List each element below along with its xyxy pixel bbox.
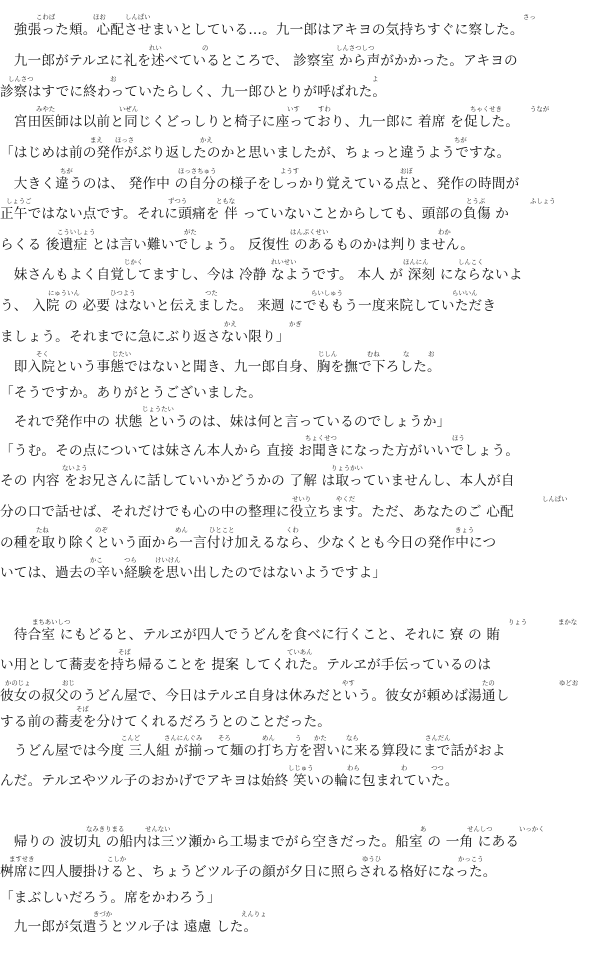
text-line-content: 「うむ。その点については妹さん本人から 直接 お聞きになった方がいいでしょう。 xyxy=(0,443,520,459)
furigana: つつ xyxy=(431,764,444,772)
furigana: ほっさ xyxy=(115,136,135,144)
text-line-content: 正午ではない点です。それに頭痛を 伴 っていないことからしても、頭部の負傷 か xyxy=(0,206,510,222)
furigana: おぼ xyxy=(400,167,413,175)
furigana: かた xyxy=(314,734,327,742)
text-line xyxy=(0,385,609,402)
furigana: ほお xyxy=(93,13,106,21)
furigana: ちょくせつ xyxy=(305,434,337,442)
furigana: けいけん xyxy=(155,556,181,564)
text-line-content: 分の口で話せば、それだけでも心の中の整理に役立ちます。ただ、あなたのご 心配 xyxy=(0,504,514,520)
furigana: しじゅう xyxy=(288,764,314,772)
furigana: せんない xyxy=(145,825,171,833)
furigana: むね xyxy=(367,350,380,358)
text-line-content: 「はじめは前の発作がぶり返したのかと思いましたが、ちょっと違うようですな。 xyxy=(0,145,511,161)
furigana: わか xyxy=(438,228,451,236)
furigana: じたい xyxy=(112,350,132,358)
furigana: くわ xyxy=(286,526,299,534)
furigana: そろ xyxy=(218,734,231,742)
furigana-row xyxy=(0,137,609,145)
furigana-row xyxy=(0,76,609,84)
furigana: ちが xyxy=(454,136,467,144)
text-line-content: 九一郎が気遣うとツル子は 遠慮 した。 xyxy=(0,919,258,935)
furigana: わら xyxy=(347,764,360,772)
text-line xyxy=(0,298,609,315)
furigana-row xyxy=(0,619,609,627)
furigana: じかく xyxy=(124,258,144,266)
furigana: やす xyxy=(342,679,355,687)
furigana: う xyxy=(295,734,302,742)
text-line xyxy=(0,145,609,162)
furigana: こういしょう xyxy=(57,228,96,236)
furigana: つた xyxy=(205,289,218,297)
furigana-row xyxy=(0,496,609,504)
furigana: しょうご xyxy=(6,197,32,205)
furigana: れい xyxy=(149,44,162,52)
furigana: りょう xyxy=(508,618,528,626)
furigana: たね xyxy=(36,526,49,534)
furigana-row xyxy=(0,680,609,688)
text-line xyxy=(0,919,609,936)
text-line xyxy=(0,627,609,644)
furigana: はんぷくせい xyxy=(290,228,329,236)
furigana: こわば xyxy=(36,13,56,21)
text-line xyxy=(0,504,609,521)
furigana: いぜん xyxy=(119,105,139,113)
text-line xyxy=(0,443,609,460)
text-line xyxy=(0,237,609,254)
text-line xyxy=(0,688,609,705)
furigana: なら xyxy=(346,734,359,742)
text-line-content: 「そうですか。ありがとうございました。 xyxy=(0,385,263,401)
furigana-row xyxy=(0,106,609,114)
text-line-content: い用として蕎麦を持ち帰ることを 提案 してくれた。テルヱが手伝っているのは xyxy=(0,657,492,673)
furigana: りょうかい xyxy=(331,464,363,472)
furigana: がた xyxy=(184,228,197,236)
furigana: かえ xyxy=(224,320,237,328)
text-line xyxy=(0,114,609,131)
furigana: ほんにん xyxy=(403,258,429,266)
furigana: の xyxy=(202,44,209,52)
text-line-content: の種を取り除くという面から一言付け加えるなら、少なくとも今日の発作中につ xyxy=(0,535,497,551)
furigana-row xyxy=(0,465,609,473)
furigana: な xyxy=(403,350,410,358)
furigana: せんしつ xyxy=(467,825,493,833)
furigana: まえ xyxy=(90,136,103,144)
text-line xyxy=(0,535,609,552)
furigana-row xyxy=(0,45,609,53)
furigana: まかな xyxy=(558,618,578,626)
text-line xyxy=(0,657,609,674)
text-line xyxy=(0,22,609,39)
furigana-row xyxy=(0,351,609,359)
furigana: おじ xyxy=(62,679,75,687)
furigana: しんさつしつ xyxy=(336,44,375,52)
furigana: ますせき xyxy=(9,855,35,863)
furigana: いっかく xyxy=(519,825,545,833)
furigana: ちが xyxy=(60,167,73,175)
furigana: しんさつ xyxy=(8,75,34,83)
furigana: よ xyxy=(372,75,379,83)
furigana: たの xyxy=(482,679,495,687)
furigana: せいり xyxy=(292,495,312,503)
text-line-content: 帰りの 波切丸 の船内は三ツ瀬から工場までがら空きだった。船室 の 一角 にある xyxy=(0,834,520,850)
furigana: らいしゅう xyxy=(311,289,343,297)
text-line-content: ましょう。それまでに急にぶり返さない限り」 xyxy=(0,329,290,345)
furigana: ほっさちゅう xyxy=(178,167,217,175)
furigana-row xyxy=(0,856,609,864)
furigana-row xyxy=(0,911,609,919)
text-line-content: その 内容 をお兄さんに話していいかどうかの 了解 は取っていませんし、本人が自 xyxy=(0,473,515,489)
furigana: ひつよう xyxy=(110,289,136,297)
furigana: さっ xyxy=(523,13,536,21)
furigana: のぞ xyxy=(95,526,108,534)
furigana: ちゃくせき xyxy=(470,105,502,113)
furigana: さんだん xyxy=(425,734,451,742)
text-line xyxy=(0,743,609,760)
text-line-content: らくる 後遺症 とは言い難いでしょう。 反復性 のあるものかは判りません。 xyxy=(0,237,475,253)
text-line xyxy=(0,773,609,790)
furigana: わ xyxy=(401,764,408,772)
furigana: ずつう xyxy=(168,197,188,205)
furigana-row xyxy=(0,735,609,743)
text-line xyxy=(0,834,609,851)
furigana: さんにんぐみ xyxy=(164,734,203,742)
furigana: ともな xyxy=(216,197,236,205)
furigana: しんぱい xyxy=(542,495,568,503)
furigana: ていあん xyxy=(287,648,313,656)
furigana: お xyxy=(110,75,117,83)
furigana: ふしょう xyxy=(530,197,556,205)
furigana: すわ xyxy=(318,105,331,113)
furigana: ゆどお xyxy=(559,679,579,687)
text-line xyxy=(0,359,609,376)
text-line xyxy=(0,864,609,881)
furigana: みやた xyxy=(36,105,56,113)
furigana: あ xyxy=(420,825,427,833)
furigana-row xyxy=(0,406,609,414)
furigana: とうぶ xyxy=(466,197,486,205)
furigana: しんこく xyxy=(458,258,484,266)
furigana: やくだ xyxy=(336,495,356,503)
text-line-content: 宮田医師は以前と同じくどっしりと椅子に座っており、九一郎に 着席 を促した。 xyxy=(0,114,520,130)
text-line xyxy=(0,714,609,731)
furigana: ほう xyxy=(452,434,465,442)
text-line-content: 九一郎がテルヱに礼を述べているところで、 診察室 から声がかかった。アキヨの xyxy=(0,53,518,69)
furigana-row xyxy=(0,826,609,834)
text-line xyxy=(0,84,609,101)
furigana: えんりょ xyxy=(241,910,267,918)
text-line-content: する前の蕎麦を分けてくれるだろうとのことだった。 xyxy=(0,714,332,730)
furigana: そば xyxy=(118,648,131,656)
furigana-row xyxy=(0,14,609,22)
furigana-row xyxy=(0,765,609,773)
furigana: いす xyxy=(287,105,300,113)
furigana-row xyxy=(0,649,609,657)
text-line-content: う、 入院 の 必要 はないと伝えました。 来週 にでももう一度来院していただき xyxy=(0,298,497,314)
furigana: こしか xyxy=(107,855,127,863)
furigana: そく xyxy=(36,350,49,358)
furigana-row xyxy=(0,168,609,176)
furigana: かっこう xyxy=(458,855,484,863)
text-line xyxy=(0,890,609,907)
furigana: お xyxy=(428,350,435,358)
text-line-content: 妹さんもよく自覚してますし、今は 冷静 なようです。 本人 が 深刻 にならないよ xyxy=(0,267,523,283)
furigana-row xyxy=(0,198,609,206)
furigana: れいせい xyxy=(271,258,297,266)
text-line xyxy=(0,206,609,223)
text-line xyxy=(0,329,609,346)
text-line xyxy=(0,414,609,431)
furigana-row xyxy=(0,527,609,535)
text-line-content: 大きく違うのは、 発作中 の自分の様子をしっかり覚えている点と、発作の時間が xyxy=(0,176,520,192)
furigana-row xyxy=(0,557,609,565)
furigana: ないよう xyxy=(62,464,88,472)
text-line-content: いては、過去の辛い経験を思い出したのではないようですよ」 xyxy=(0,565,387,581)
furigana: じょうたい xyxy=(142,405,174,413)
furigana: きづか xyxy=(93,910,113,918)
furigana: つら xyxy=(124,556,137,564)
text-line-content: うどん屋では今度 三人組 が揃って麺の打ち方を習いに来る算段にまで話がおよ xyxy=(0,743,506,759)
text-line-content: 待合室 にもどると、テルヱが四人でうどんを食べに行くこと、それに 寮 の 賄 xyxy=(0,627,501,643)
furigana-row xyxy=(0,259,609,267)
furigana: ゆうひ xyxy=(362,855,382,863)
furigana: かえ xyxy=(200,136,213,144)
furigana-row xyxy=(0,321,609,329)
text-line-content: 桝席に四人腰掛けると、ちょうどツル子の顔が夕日に照らされる格好になった。 xyxy=(0,864,497,880)
text-line xyxy=(0,53,609,70)
furigana: ようす xyxy=(280,167,300,175)
furigana: にゅういん xyxy=(48,289,80,297)
text-line-content: 即入院という事態ではないと聞き、九一郎自身、胸を撫で下ろした。 xyxy=(0,359,441,375)
furigana-row xyxy=(0,229,609,237)
furigana: まちあいしつ xyxy=(32,618,71,626)
furigana: そば xyxy=(76,705,89,713)
text-line-content: 彼女の叔父のうどん屋で、今日はテルヱ自身は休みだという。彼女が頼めば湯通し xyxy=(0,688,510,704)
text-line xyxy=(0,176,609,193)
furigana: じしん xyxy=(318,350,338,358)
furigana: うなが xyxy=(530,105,550,113)
text-line xyxy=(0,267,609,284)
furigana: ひとこと xyxy=(209,526,235,534)
furigana: きょう xyxy=(455,526,475,534)
furigana: かぎ xyxy=(289,320,302,328)
text-line-content: 診察はすでに終わっていたらしく、九一郎ひとりが呼ばれた。 xyxy=(0,84,387,100)
text-line xyxy=(0,473,609,490)
furigana: めん xyxy=(175,526,188,534)
text-line-content: んだ。テルヱやツル子のおかげでアキヨは始終 笑いの輪に包まれていた。 xyxy=(0,773,459,789)
furigana-row xyxy=(0,706,609,714)
furigana-row xyxy=(0,435,609,443)
furigana: らいいん xyxy=(452,289,478,297)
text-line-content: 「まぶしいだろう。席をかわろう」 xyxy=(0,890,221,906)
furigana: かのじょ xyxy=(5,679,31,687)
text-line xyxy=(0,565,609,582)
furigana: しんぱい xyxy=(125,13,151,21)
furigana: めん xyxy=(262,734,275,742)
furigana: こんど xyxy=(121,734,141,742)
text-line-content: それで発作中の 状態 というのは、妹は何と言っているのでしょうか」 xyxy=(0,414,451,430)
furigana: なみきりまる xyxy=(86,825,125,833)
furigana-row xyxy=(0,290,609,298)
furigana: かこ xyxy=(90,556,103,564)
text-line-content: 強張った頬。心配させまいとしている…。九一郎はアキヨの気持ちすぐに察した。 xyxy=(0,22,524,38)
